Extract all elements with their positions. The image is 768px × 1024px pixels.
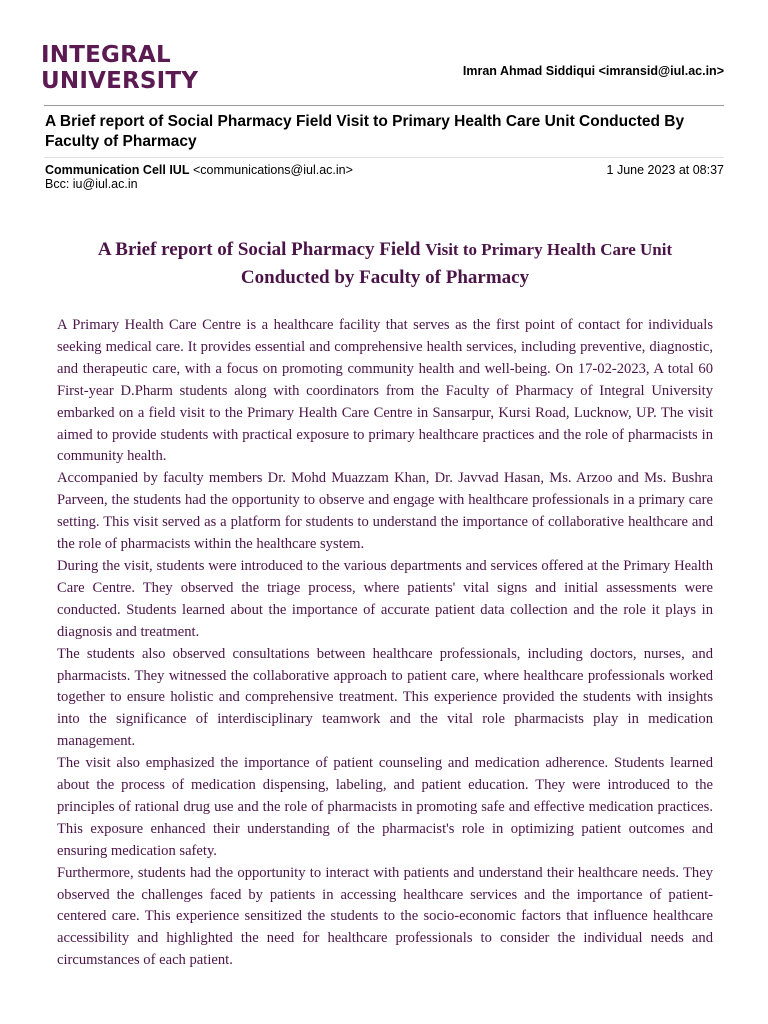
email-bcc: Bcc: iu@iul.ac.in xyxy=(45,177,138,191)
subject-divider xyxy=(44,157,724,158)
report-body xyxy=(57,315,713,972)
report-title-part2: Visit to Primary Health Care Unit xyxy=(425,240,673,259)
report-title-line1 xyxy=(57,236,713,264)
university-logo xyxy=(41,42,198,94)
report-paragraph: Furthermore, students had the opportunity to interact with patients and understand their healthcare needs. They observed the challenges faced by patients in accessing healthcare services and the importance of patient-centered care. This experience sensitized the students to the socio-economic factors that influence healthcare accessibility and highlighted the need for healthcare professionals to consider the individual needs and circumstances of each patient. xyxy=(57,864,713,969)
report-paragraph: The students also observed consultations between healthcare professionals, including doctors, nurses, and pharmacists. They witnessed the collaborative approach to patient care, where healthcare professionals worked together to ensure holistic and comprehensive treatment. This experience provided the students with insights into the significance of interdisciplinary teamwork and the vital role pharmacists play in medication management. xyxy=(57,645,713,750)
report-title xyxy=(57,236,713,292)
report-title-part1: A Brief report of Social Pharmacy Field xyxy=(97,239,421,260)
report-paragraph: A Primary Health Care Centre is a healthcare facility that serves as the first point of contact for individuals seeking medical care. It provides essential and comprehensive health services, including preventive, diagnostic, and therapeutic care, with a focus on promoting community health and well-being. On 17-02-2023, A total 60 First-year D.Pharm students along with coordinators from the Faculty of Pharmacy of Integral University embarked on a field visit to the Primary Health Care Centre in Sansarpur, Kursi Road, Lucknow, UP. The visit aimed to provide students with practical exposure to primary healthcare practices and the role of pharmacists in community health. xyxy=(57,317,713,465)
report-paragraph: During the visit, students were introduced to the various departments and services offered at the Primary Health Care Centre. They observed the triage process, where patients' vital signs and initial assessments were conducted. Students learned about the importance of accurate patient data collection and the role it plays in diagnosis and treatment. xyxy=(57,557,713,640)
from-email: <communications@iul.ac.in> xyxy=(192,163,353,177)
email-from xyxy=(45,163,353,177)
from-name: Communication Cell IUL xyxy=(45,163,190,177)
email-date: 1 June 2023 at 08:37 xyxy=(606,163,724,177)
report-paragraph: Accompanied by faculty members Dr. Mohd Muazzam Khan, Dr. Javvad Hasan, Ms. Arzoo and Ms. Bushra Parveen, the students had the opportunity to observe and engage with healthcare professionals in a primary care setting. This visit served as a platform for students to understand the importance of collaborative healthcare and the role of pharmacists within the healthcare system. xyxy=(57,470,713,553)
logo-line-university: UNIVERSITY xyxy=(41,68,199,94)
logo-line-integral: INTEGRAL xyxy=(41,42,171,68)
account-recipient: Imran Ahmad Siddiqui <imransid@iul.ac.in> xyxy=(462,64,724,78)
report-title-line2: Conducted by Faculty of Pharmacy xyxy=(240,267,530,288)
report-paragraph: The visit also emphasized the importance of patient counseling and medication adherence. Students learned about the process of medication dispensing, labeling, and patient education. They were introduced to the principles of rational drug use and the role of pharmacists in promoting safe and effective medication practices. This exposure enhanced their understanding of the pharmacist's role in optimizing patient outcomes and ensuring medication safety. xyxy=(57,755,713,859)
header-divider xyxy=(44,105,724,106)
email-subject: A Brief report of Social Pharmacy Field Visit to Primary Health Care Unit Conducted By Faculty of Pharmacy xyxy=(45,113,685,150)
